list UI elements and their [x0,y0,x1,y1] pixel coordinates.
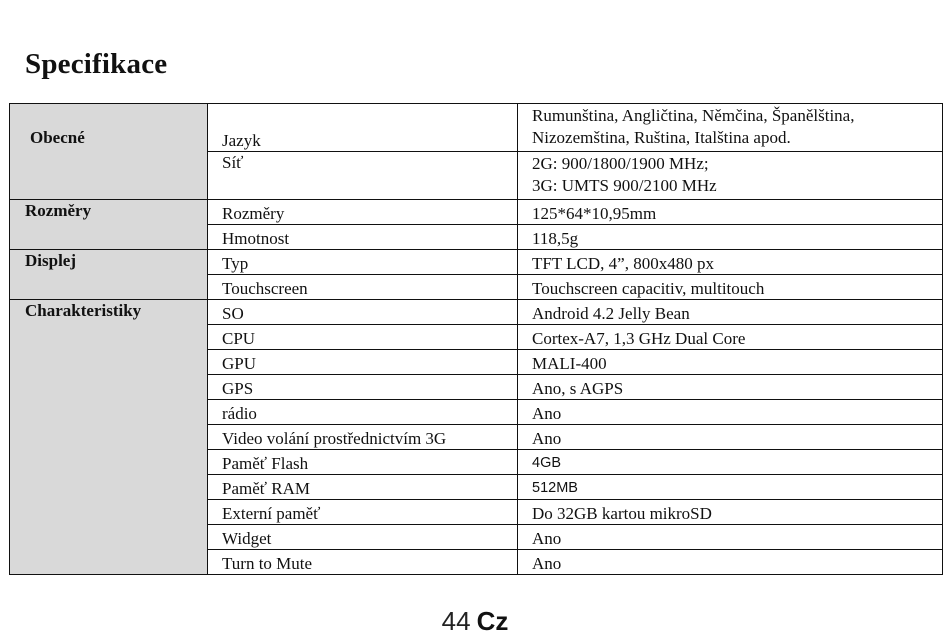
category-display: Displej [10,250,208,300]
category-dimensions: Rozměry [10,200,208,250]
spec-value: Do 32GB kartou mikroSD [518,500,943,525]
spec-name: CPU [208,325,518,350]
spec-value: TFT LCD, 4”, 800x480 px [518,250,943,275]
spec-value: Ano [518,400,943,425]
spec-name: Externí paměť [208,500,518,525]
category-general: Obecné [10,104,208,200]
table-row [10,250,943,275]
spec-name: GPS [208,375,518,400]
spec-value: Touchscreen capacitiv, multitouch [518,275,943,300]
spec-name: Widget [208,525,518,550]
spec-value: Ano [518,525,943,550]
spec-value-line: 3G: UMTS 900/2100 MHz [532,176,717,195]
spec-name: Typ [208,250,518,275]
spec-value: 118,5g [518,225,943,250]
spec-name: rádio [208,400,518,425]
spec-name: Paměť RAM [208,475,518,500]
spec-name: Jazyk [208,104,518,152]
spec-name: GPU [208,350,518,375]
spec-value: Android 4.2 Jelly Bean [518,300,943,325]
spec-value: 4GB [518,450,943,475]
spec-value: Ano, s AGPS [518,375,943,400]
spec-value: Cortex-A7, 1,3 GHz Dual Core [518,325,943,350]
specification-table [9,103,943,575]
spec-name: Video volání prostřednictvím 3G [208,425,518,450]
spec-name: Paměť Flash [208,450,518,475]
spec-name: Rozměry [208,200,518,225]
category-features: Charakteristiky [10,300,208,575]
spec-value: Ano [518,550,943,575]
spec-name: Síť [208,152,518,200]
spec-value: 512MB [518,475,943,500]
spec-value [518,152,943,200]
spec-value: Ano [518,425,943,450]
spec-value: Rumunština, Angličtina, Němčina, Španělština, Nizozemština, Ruština, Italština apod. [518,104,943,152]
spec-value: 125*64*10,95mm [518,200,943,225]
table-row [10,200,943,225]
language-code: Cz [476,606,509,636]
spec-value: MALI-400 [518,350,943,375]
page-title: Specifikace [25,48,168,80]
spec-name: Turn to Mute [208,550,518,575]
page-number: 44 [441,606,471,636]
table-row [10,104,943,152]
spec-value-line: 2G: 900/1800/1900 MHz; [532,154,709,173]
spec-name: Hmotnost [208,225,518,250]
table-row [10,300,943,325]
spec-name: Touchscreen [208,275,518,300]
spec-name: SO [208,300,518,325]
page-footer [0,606,950,637]
